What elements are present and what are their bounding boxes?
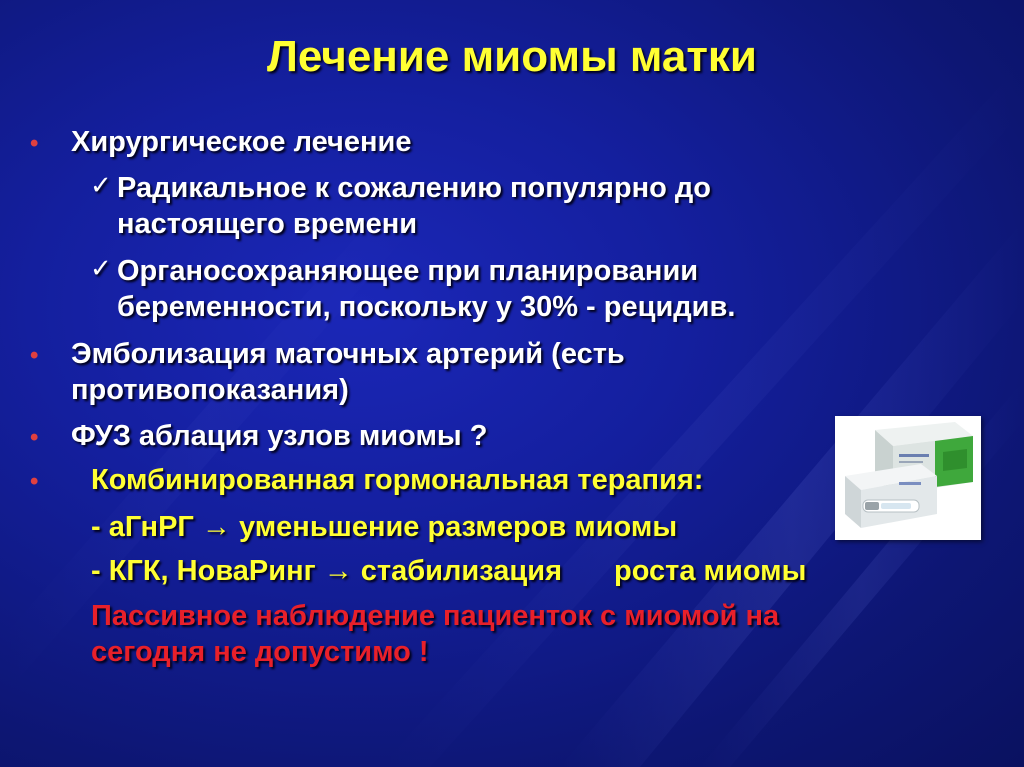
subitem-organ-preserving-line2: беременности, поскольку у 30% - рецидив.: [117, 291, 736, 323]
bullet-hormonal-therapy: Комбинированная гормональная терапия:: [91, 464, 704, 496]
detail-agnrg-prefix: - аГнРГ: [91, 511, 194, 543]
bullet-icon: •: [30, 130, 39, 157]
detail-agnrg: [91, 509, 677, 545]
medication-package-image: [835, 416, 981, 540]
bullet-icon: •: [30, 424, 39, 451]
detail-kgk-text2: роста миомы: [613, 555, 807, 587]
warning-line2: сегодня не допустимо !: [91, 636, 429, 668]
arrow-right-icon: →: [323, 555, 353, 587]
detail-kgk-text: стабилизация: [360, 555, 562, 587]
warning-line1: Пассивное наблюдение пациенток с миомой на: [91, 600, 780, 632]
detail-kgk-prefix: - КГК, НоваРинг: [91, 555, 316, 587]
bullet-icon: •: [30, 342, 39, 369]
bullet-icon: •: [30, 468, 39, 495]
detail-kgk: [91, 553, 806, 589]
subitem-radical-line2: настоящего времени: [117, 208, 418, 240]
subitem-organ-preserving-line1: Органосохраняющее при планировании: [117, 255, 699, 287]
bullet-embolization-line1: Эмболизация маточных артерий (есть: [71, 338, 625, 370]
medication-package-photo: [835, 416, 981, 540]
detail-agnrg-text: уменьшение размеров миомы: [238, 511, 678, 543]
arrow-right-icon: →: [201, 511, 231, 543]
checkmark-icon: ✓: [90, 253, 112, 283]
checkmark-icon: ✓: [90, 170, 112, 200]
bullet-surgical: Хирургическое лечение: [71, 126, 412, 158]
bullet-embolization-line2: противопоказания): [71, 374, 349, 406]
slide-title: Лечение миомы матки: [267, 32, 757, 81]
bullet-fus-ablation: ФУЗ аблация узлов миомы ?: [71, 420, 488, 452]
subitem-radical-line1: Радикальное к сожалению популярно до: [117, 172, 712, 204]
